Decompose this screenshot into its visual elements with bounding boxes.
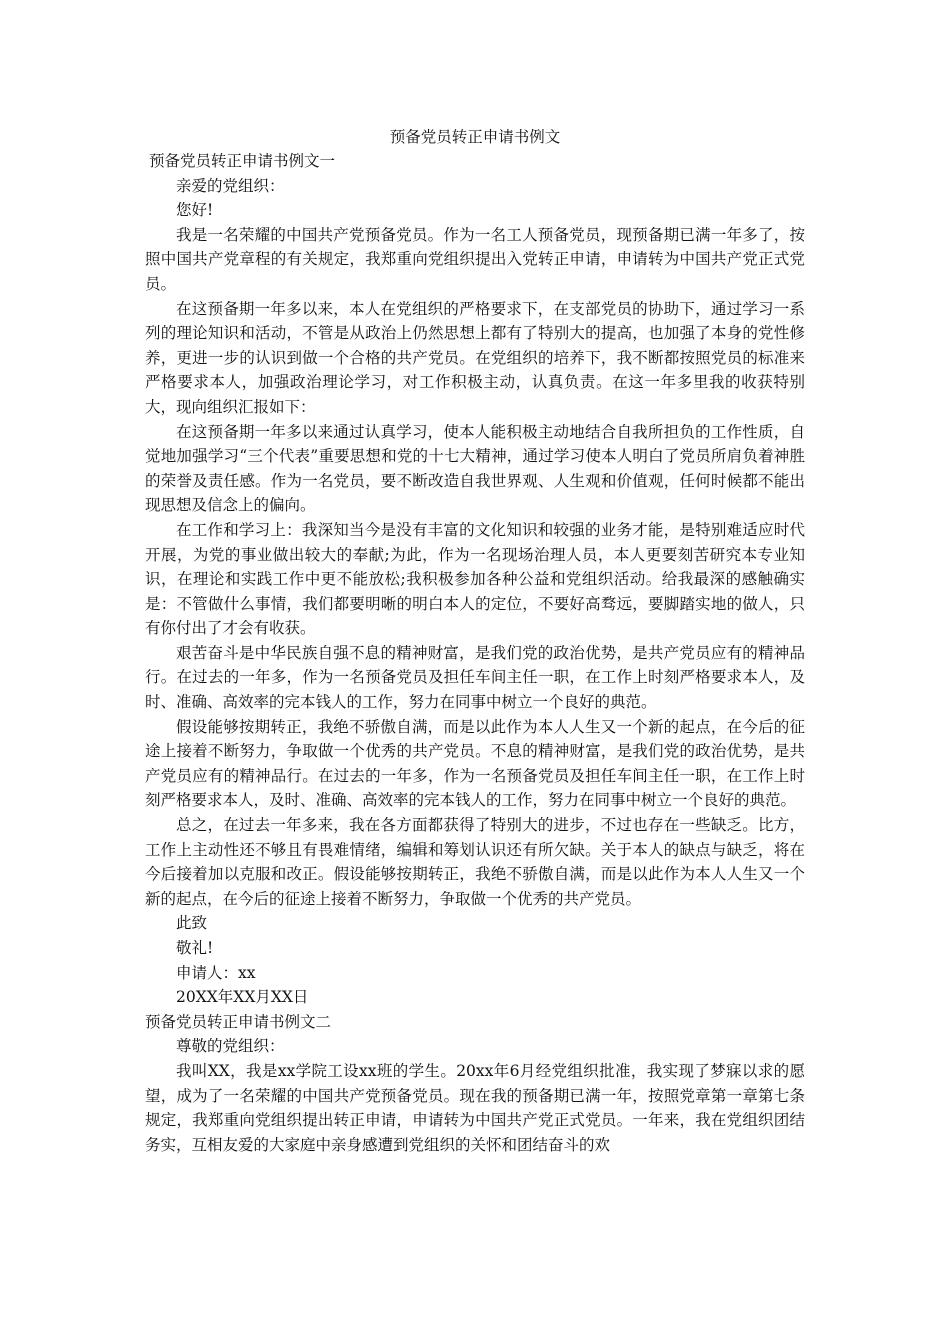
greeting: 您好! (176, 201, 214, 220)
salutation: 亲爱的党组织： (176, 176, 285, 195)
body-paragraph: 在这预备期一年多以来通过认真学习，使本人能积极主动地结合自我所担负的工作性质，自觉地加强学习“三个代表”重要思想和党的十七大精神，通过学习使本人明白了党员所肩负着神胜的荣誉及责任感。作为一名党员，要不断改造自我世界观、人生观和价值观，任何时候都不能出现思想及信念上的偏向。 (145, 422, 805, 515)
body-paragraph: 在工作和学习上：我深知当今是没有丰富的文化知识和较强的业务才能，是特别难适应时代开展，为党的事业做出较大的奉献;为此，作为一名现场治理人员，本人更要刻苦研究本专业知识，在理论和实践工作中更不能放松;我积极参加各种公益和党组织活动。给我最深的感触确实是：不管做什么事情，我们都要明晰的明白本人的定位，不要好高骛远，要脚踏实地的做人，只有你付出了才会有收获。 (145, 520, 805, 638)
body-paragraph: 我是一名荣耀的中国共产党预备党员。作为一名工人预备党员，现预备期已满一年多了，按照中国共产党章程的有关规定，我郑重向党组织提出入党转正申请，申请转为中国共产党正式党员。 (145, 225, 805, 293)
body-paragraph: 我叫XX，我是xx学院工设xx班的学生。20xx年6月经党组织批准，我实现了梦寐以求的愿望，成为了一名荣耀的中国共产党预备党员。现在我的预备期已满一年，按照党章第一章第七条规定，我郑重向党组织提出转正申请，申请转为中国共产党正式党员。一年来，我在党组织团结务实，互相友爱的大家庭中亲身感遭到党组织的关怀和团结奋斗的欢 (145, 1061, 805, 1154)
body-paragraph: 艰苦奋斗是中华民族自强不息的精神财富，是我们党的政治优势，是共产党员应有的精神品行。在过去的一年多，作为一名预备党员及担任车间主任一职，在工作上时刻严格要求本人，及时、准确、高效率的完本钱人的工作，努力在同事中树立一个良好的典范。 (145, 643, 805, 712)
salutation: 尊敬的党组织： (176, 1037, 285, 1056)
date-line: 20XX年XX月XX日 (176, 988, 309, 1007)
body-paragraph: 在这预备期一年多以来，本人在党组织的严格要求下，在支部党员的协助下，通过学习一系列的理论知识和活动，不管是从政治上仍然思想上都有了特别大的提高，也加强了本身的党性修养，更进一步的认识到做一个合格的共产党员。在党组织的培养下，我不断都按照党员的标准来严格要求本人，加强政治理论学习，对工作积极主动，认真负责。在这一年多里我的收获特别大，现向组织汇报如下： (145, 299, 805, 416)
section-heading: 预备党员转正申请书例文二 (145, 1012, 332, 1031)
section-heading: 预备党员转正申请书例文一 (149, 152, 336, 170)
document-body (145, 149, 805, 1157)
body-paragraph: 假设能够按期转正，我绝不骄傲自满，而是以此作为本人人生又一个新的起点，在今后的征途上接着不断努力，争取做一个优秀的共产党员。不息的精神财富，是我们党的政治优势，是共产党员应有的精神品行。在过去的一年多，作为一名预备党员及担任车间主任一职，在工作上时刻严格要求本人，及时、准确、高效率的完本钱人的工作，努力在同事中树立一个良好的典范。 (145, 717, 805, 810)
closing-line: 敬礼! (176, 939, 214, 957)
body-paragraph: 总之，在过去一年多来，我在各方面都获得了特别大的进步，不过也存在一些缺乏。比方，工作上主动性还不够且有畏难情绪，编辑和筹划认识还有所欠缺。关于本人的缺点与缺乏，将在今后接着加以克服和改正。假设能够按期转正，我绝不骄傲自满，而是以此作为本人人生又一个新的起点，在今后的征途上接着不断努力，争取做一个优秀的共产党员。 (145, 816, 805, 908)
applicant-line: 申请人：xx (176, 963, 256, 982)
document-title: 预备党员转正申请书例文 (389, 128, 561, 146)
closing-line: 此致 (176, 914, 208, 933)
